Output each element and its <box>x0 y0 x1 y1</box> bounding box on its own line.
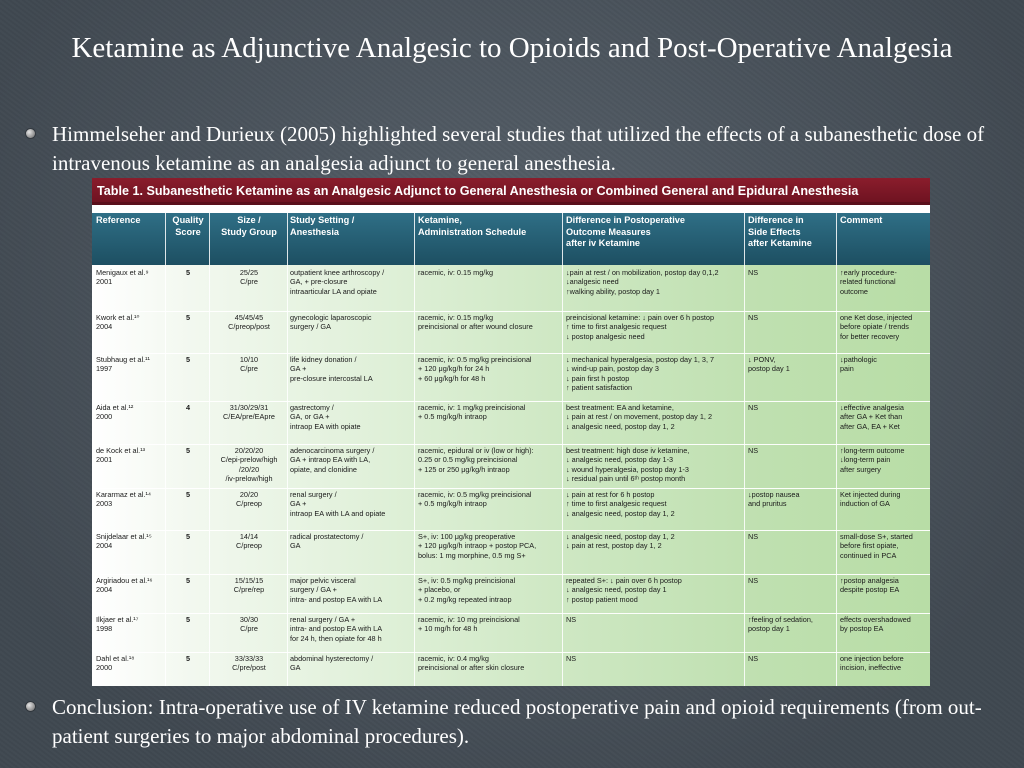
table-cell-size: 20/20 C/preop <box>236 490 262 509</box>
table-cell-ketamine: racemic, iv: 0.15 mg/kg preincisional or after wound closure <box>418 313 533 332</box>
table-cell-outcome: preincisional ketamine: ↓ pain over 6 h postop ↑ time to first analgesic request ↓ postop analgesic need <box>566 313 715 341</box>
table-cell-side-effects: ↑feeling of sedation, postop day 1 <box>748 615 813 634</box>
table-cell-setting: renal surgery / GA + intraop EA with LA and opiate <box>290 490 386 518</box>
table-cell-quality: 5 <box>185 576 191 585</box>
table-cell-setting: abdominal hysterectomy / GA <box>290 654 374 673</box>
header-cell-size: Size / Study Group <box>221 215 277 237</box>
table-cell-quality: 4 <box>185 403 191 412</box>
table-cell-reference: Menigaux et al.⁹ 2001 <box>96 268 149 287</box>
row-divider <box>92 574 930 575</box>
table-cell-reference: Kararmaz et al.¹⁴ 2003 <box>96 490 152 509</box>
table-cell-outcome: ↓ pain at rest for 6 h postop ↑ time to first analgesic request ↓ analgesic need, postop day 1, 2 <box>566 490 675 518</box>
table-cell-side-effects: NS <box>748 313 759 322</box>
table-cell-size: 33/33/33 C/pre/post <box>232 654 266 673</box>
row-divider <box>92 353 930 354</box>
row-divider <box>92 652 930 653</box>
table-cell-size: 14/14 C/preop <box>236 532 262 551</box>
table-cell-quality: 5 <box>185 313 191 322</box>
table-cell-side-effects: NS <box>748 268 759 277</box>
table-cell-comment: ↑long-term outcome ↓long-term pain after surgery <box>840 446 905 474</box>
slide-title: Ketamine as Adjunctive Analgesic to Opioids and Post-Operative Analgesia <box>71 32 953 64</box>
table-cell-outcome: NS <box>566 615 577 624</box>
table-cell-outcome: ↓pain at rest / on mobilization, postop day 0,1,2 ↓analgesic need ↑walking ability, postop day 1 <box>566 268 719 296</box>
table-cell-setting: major pelvic visceral surgery / GA + intra- and postop EA with LA <box>290 576 383 604</box>
table-cell-comment: Ket injected during induction of GA <box>840 490 901 509</box>
table-cell-setting: renal surgery / GA + intra- and postop EA with LA for 24 h, then opiate for 48 h <box>290 615 383 643</box>
table-cell-ketamine: S+, iv: 100 μg/kg preoperative + 120 μg/kg/h intraop + postop PCA, bolus: 1 mg morphine, 0.5 mg S+ <box>418 532 537 560</box>
column-divider <box>287 213 288 686</box>
bullet-dot-icon <box>26 702 35 711</box>
header-cell-setting: Study Setting / Anesthesia <box>290 215 355 237</box>
header-cell-comment: Comment <box>840 215 883 225</box>
table-cell-setting: gynecologic laparoscopic surgery / GA <box>290 313 372 332</box>
table-cell-setting: gastrectomy / GA, or GA + intraop EA with opiate <box>290 403 361 431</box>
table-cell-ketamine: S+, iv: 0.5 mg/kg preincisional + placebo, or + 0.2 mg/kg repeated intraop <box>418 576 516 604</box>
table-cell-setting: radical prostatectomy / GA <box>290 532 364 551</box>
table-cell-reference: Stubhaug et al.¹¹ 1997 <box>96 355 150 374</box>
table-cell-outcome: ↓ analgesic need, postop day 1, 2 ↓ pain at rest, postop day 1, 2 <box>566 532 675 551</box>
table-cell-outcome: NS <box>566 654 577 663</box>
column-divider <box>209 213 210 686</box>
row-divider <box>92 311 930 312</box>
table-cell-ketamine: racemic, iv: 0.15 mg/kg <box>418 268 494 277</box>
table-cell-ketamine: racemic, epidural or iv (low or high): 0.25 or 0.5 mg/kg preincisional + 125 or 250 μg/kg/h intraop <box>418 446 534 474</box>
table-cell-side-effects: NS <box>748 532 759 541</box>
table-cell-quality: 5 <box>185 490 191 499</box>
table-cell-ketamine: racemic, iv: 0.5 mg/kg preincisional + 120 μg/kg/h for 24 h + 60 μg/kg/h for 48 h <box>418 355 532 383</box>
bullet-text: Conclusion: Intra-operative use of IV ketamine reduced postoperative pain and opioid requirements (from out-patient surgeries to major abdominal procedures). <box>52 695 982 748</box>
column-divider <box>836 213 837 686</box>
bullet-point <box>26 693 1001 751</box>
table-cell-quality: 5 <box>185 532 191 541</box>
bullet-text: Himmelseher and Durieux (2005) highlighted several studies that utilized the effects of a subanesthetic dose of intravenous ketamine as an analgesia adjunct to general anesthesia. <box>52 122 985 175</box>
table-cell-ketamine: racemic, iv: 10 mg preincisional + 10 mg/h for 48 h <box>418 615 520 634</box>
table-cell-comment: small-dose S+, started before first opiate, continued in PCA <box>840 532 913 560</box>
table-cell-size: 31/30/29/31 C/EA/pre/EApre <box>223 403 275 422</box>
table-cell-reference: Ilkjaer et al.¹⁷ 1998 <box>96 615 139 634</box>
table-cell-side-effects: ↓ PONV, postop day 1 <box>748 355 790 374</box>
table-cell-side-effects: NS <box>748 654 759 663</box>
table-cell-reference: Aida et al.¹² 2000 <box>96 403 134 422</box>
table-cell-quality: 5 <box>185 615 191 624</box>
row-divider <box>92 613 930 614</box>
table-cell-side-effects: NS <box>748 576 759 585</box>
table-cell-outcome: ↓ mechanical hyperalgesia, postop day 1, 3, 7 ↓ wind-up pain, postop day 3 ↓ pain first h postop ↑ patient satisfaction <box>566 355 715 393</box>
table-cell-size: 15/15/15 C/pre/rep <box>233 576 265 595</box>
table-cell-quality: 5 <box>185 355 191 364</box>
table-cell-reference: de Kock et al.¹³ 2001 <box>96 446 146 465</box>
bullet-dot-icon <box>26 129 35 138</box>
table-cell-ketamine: racemic, iv: 1 mg/kg preincisional + 0.5 mg/kg/h intraop <box>418 403 526 422</box>
table-cell-quality: 5 <box>185 654 191 663</box>
table-figure <box>92 178 930 686</box>
table-caption: Table 1. Subanesthetic Ketamine as an Analgesic Adjunct to General Anesthesia or Combined General and Epidural Anesthesia <box>92 178 930 205</box>
table-cell-setting: outpatient knee arthroscopy / GA, + pre-closure intraarticular LA and opiate <box>290 268 385 296</box>
table-cell-comment: ↓pathologic pain <box>840 355 877 374</box>
table-cell-outcome: best treatment: high dose iv ketamine, ↓ analgesic need, postop day 1-3 ↓ wound hyperalgesia, postop day 1-3 ↓ residual pain until 6ᵗʰ postop month <box>566 446 690 484</box>
table-cell-comment: ↑postop analgesia despite postop EA <box>840 576 900 595</box>
header-cell-outcome: Difference in Postoperative Outcome Measures after iv Ketamine <box>566 215 685 248</box>
table-cell-comment: one injection before incision, ineffective <box>840 654 904 673</box>
table-cell-size: 25/25 C/pre <box>239 268 259 287</box>
row-divider <box>92 530 930 531</box>
header-cell-reference: Reference <box>96 215 141 225</box>
table-cell-comment: ↓effective analgesia after GA + Ket than after GA, EA + Ket <box>840 403 904 431</box>
table-cell-quality: 5 <box>185 446 191 455</box>
table-cell-side-effects: NS <box>748 446 759 455</box>
header-cell-side-effects: Difference in Side Effects after Ketamine <box>748 215 812 248</box>
table-cell-comment: one Ket dose, injected before opiate / trends for better recovery <box>840 313 913 341</box>
table-cell-reference: Kwork et al.¹⁰ 2004 <box>96 313 140 332</box>
table-cell-comment: effects overshadowed by postop EA <box>840 615 911 634</box>
table-cell-size: 45/45/45 C/preop/post <box>228 313 270 332</box>
table-cell-side-effects: NS <box>748 403 759 412</box>
table-cell-ketamine: racemic, iv: 0.5 mg/kg preincisional + 0.5 mg/kg/h intraop <box>418 490 532 509</box>
row-divider <box>92 488 930 489</box>
header-cell-ketamine: Ketamine, Administration Schedule <box>418 215 527 237</box>
header-cell-quality: Quality Score <box>172 215 204 237</box>
table-cell-outcome: repeated S+: ↓ pain over 6 h postop ↓ analgesic need, postop day 1 ↑ postop patient mood <box>566 576 682 604</box>
table-cell-size: 20/20/20 C/epi-prelow/high /20/20 /iv-prelow/high <box>220 446 278 484</box>
table-cell-outcome: best treatment: EA and ketamine, ↓ pain at rest / on movement, postop day 1, 2 ↓ analgesic need, postop day 1, 2 <box>566 403 713 431</box>
table-cell-comment: ↑early procedure- related functional outcome <box>840 268 897 296</box>
column-divider <box>414 213 415 686</box>
table-cell-setting: life kidney donation / GA + pre-closure intercostal LA <box>290 355 373 383</box>
table-cell-reference: Dahl et al.¹⁸ 2000 <box>96 654 135 673</box>
row-divider <box>92 444 930 445</box>
table-cell-ketamine: racemic, iv: 0.4 mg/kg preincisional or after skin closure <box>418 654 525 673</box>
bullet-point <box>26 120 1001 178</box>
table-cell-side-effects: ↓postop nausea and pruritus <box>748 490 800 509</box>
table-cell-size: 30/30 C/pre <box>239 615 259 634</box>
table-cell-quality: 5 <box>185 268 191 277</box>
table-cell-size: 10/10 C/pre <box>239 355 259 374</box>
column-divider <box>744 213 745 686</box>
table-cell-reference: Snijdelaar et al.¹⁵ 2004 <box>96 532 152 551</box>
table-cell-setting: adenocarcinoma surgery / GA + intraop EA with LA, opiate, and clonidine <box>290 446 375 474</box>
table-cell-reference: Argiriadou et al.¹⁶ 2004 <box>96 576 153 595</box>
row-divider <box>92 401 930 402</box>
